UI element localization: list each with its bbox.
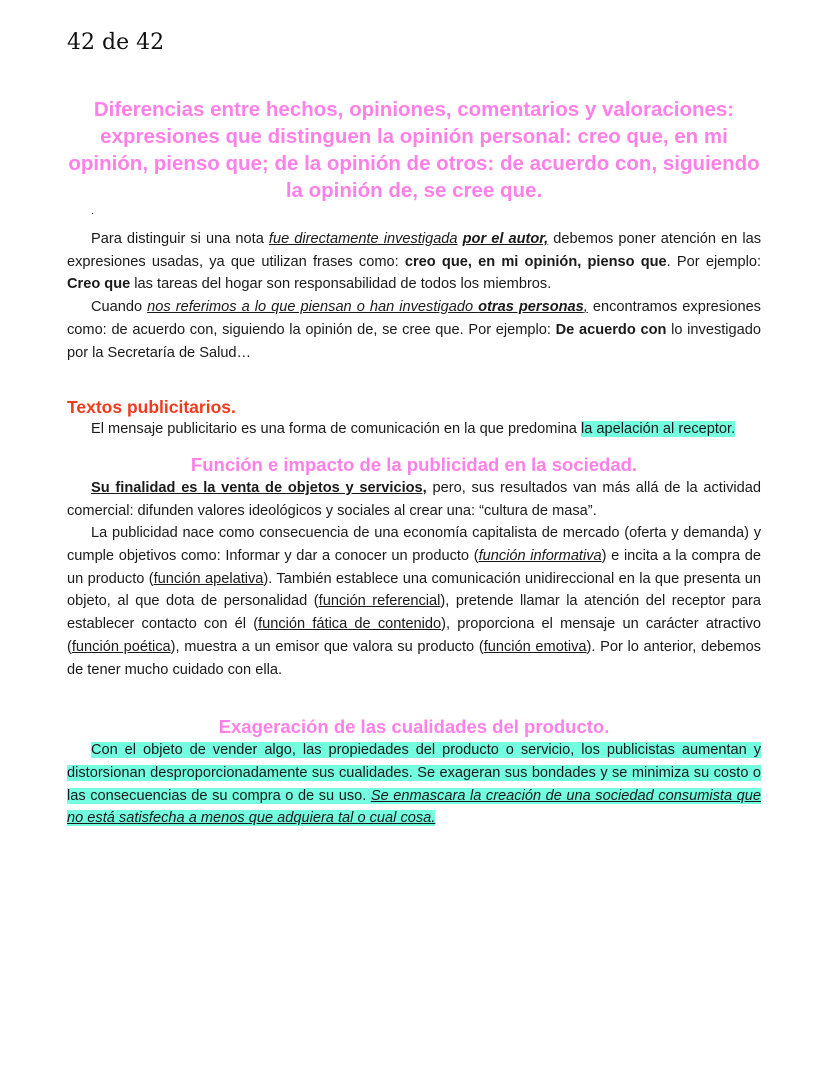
- function-term: función poética: [71, 638, 171, 655]
- paragraph-finalidad: [67, 477, 761, 522]
- page-counter: 42 de 42: [67, 30, 165, 55]
- text-run: encontramos expresiones como: de acuerdo con, siguiendo la opinión de, se cree que. Por ejemplo:: [67, 299, 761, 338]
- text-run: ). También establece una comunicación unidireccional en la que presenta un objeto, al que dota de personalidad (: [67, 570, 761, 610]
- emphasis-phrase: otras personas: [478, 299, 584, 316]
- bold-phrase: creo que, en mi opinión, pienso que: [404, 253, 667, 270]
- paragraph-funciones: [67, 522, 761, 681]
- highlighted-phrase: Con el objeto de vender algo, las propiedades del producto o servicio, los publicistas aumentan y distorsionan desproporcionadamente sus cualidades. Se exageran sus bondades y se minimiza su costo o las consecuencias de su compra o de su uso.: [67, 742, 761, 804]
- text-run: ) e incita a la compra de un producto (: [67, 548, 761, 587]
- paragraph-distinguir: [67, 228, 761, 296]
- paragraph-otros: [67, 296, 761, 364]
- stray-mark: .: [91, 206, 95, 217]
- function-term: función fática de contenido: [258, 616, 442, 633]
- function-term: función emotiva: [483, 638, 587, 655]
- underlined-phrase: nos referimos a lo que piensan o han investigado: [147, 299, 479, 316]
- text-run: . Por ejemplo:: [666, 253, 761, 270]
- text-run: La publicidad nace como consecuencia de una economía capitalista de mercado (oferta y demanda) y cumple objetivos como: Informar y dar a conocer un producto (: [67, 525, 761, 565]
- bold-phrase: Creo que: [67, 276, 131, 293]
- underlined-phrase: fue directamente investigada: [268, 231, 458, 247]
- paragraph-exageracion: [67, 739, 761, 830]
- text-run: ), muestra a un emisor que valora su producto (: [170, 638, 484, 655]
- section-heading-exageracion: Exageración de las cualidades del producto.: [218, 716, 610, 738]
- text-run: lo investigado por la Secretaría de Salud…: [67, 321, 762, 361]
- highlighted-underlined-phrase: Se enmascara la creación de una sociedad consumista que no está satisfecha a menos que adquiera tal o cual cosa.: [67, 787, 761, 827]
- page-title: Diferencias entre hechos, opiniones, comentarios y valoraciones: expresiones que distinguen la opinión personal: creo que, en mi opinión, pienso que; de la opinión de otros: de acuerdo con, siguiendo la opinión de, se cree que.: [68, 98, 760, 202]
- text-run: El mensaje publicitario es una forma de comunicación en la que predomina: [91, 421, 581, 438]
- underlined-phrase: ,: [583, 299, 588, 316]
- function-term: función apelativa: [153, 570, 264, 587]
- emphasis-phrase: por el autor,: [462, 231, 549, 247]
- paragraph-publicidad: [67, 418, 761, 441]
- highlighted-phrase: la apelación al receptor.: [580, 421, 736, 438]
- emphasis-phrase: Su finalidad es la venta de objetos y servicios,: [91, 479, 427, 496]
- text-run: Cuando: [91, 299, 148, 316]
- text-run: ), proporciona el mensaje un carácter atractivo (: [67, 616, 761, 655]
- text-run: las tareas del hogar son responsabilidad de todos los miembros.: [130, 276, 552, 293]
- function-term: función informativa: [478, 548, 602, 565]
- text-run: ). Por lo anterior, debemos de tener mucho cuidado con ella.: [67, 638, 761, 678]
- function-term: función referencial: [318, 593, 441, 610]
- bold-phrase: De acuerdo con: [555, 321, 667, 338]
- document-body: [67, 96, 761, 830]
- text-run: ), pretende llamar la atención del receptor para establecer contacto con él (: [67, 593, 761, 633]
- text-run: debemos poner atención en las expresiones usadas, ya que utilizan frases como:: [67, 231, 762, 270]
- section-heading-funcion: Función e impacto de la publicidad en la sociedad.: [190, 453, 638, 475]
- text-run: pero, sus resultados van más allá de la actividad comercial: difunden valores ideológicos y sociales al crear una: “cultura de masa”.: [67, 479, 761, 519]
- section-heading-publicidad: Textos publicitarios.: [67, 397, 236, 418]
- text-run: Para distinguir si una nota: [91, 231, 269, 247]
